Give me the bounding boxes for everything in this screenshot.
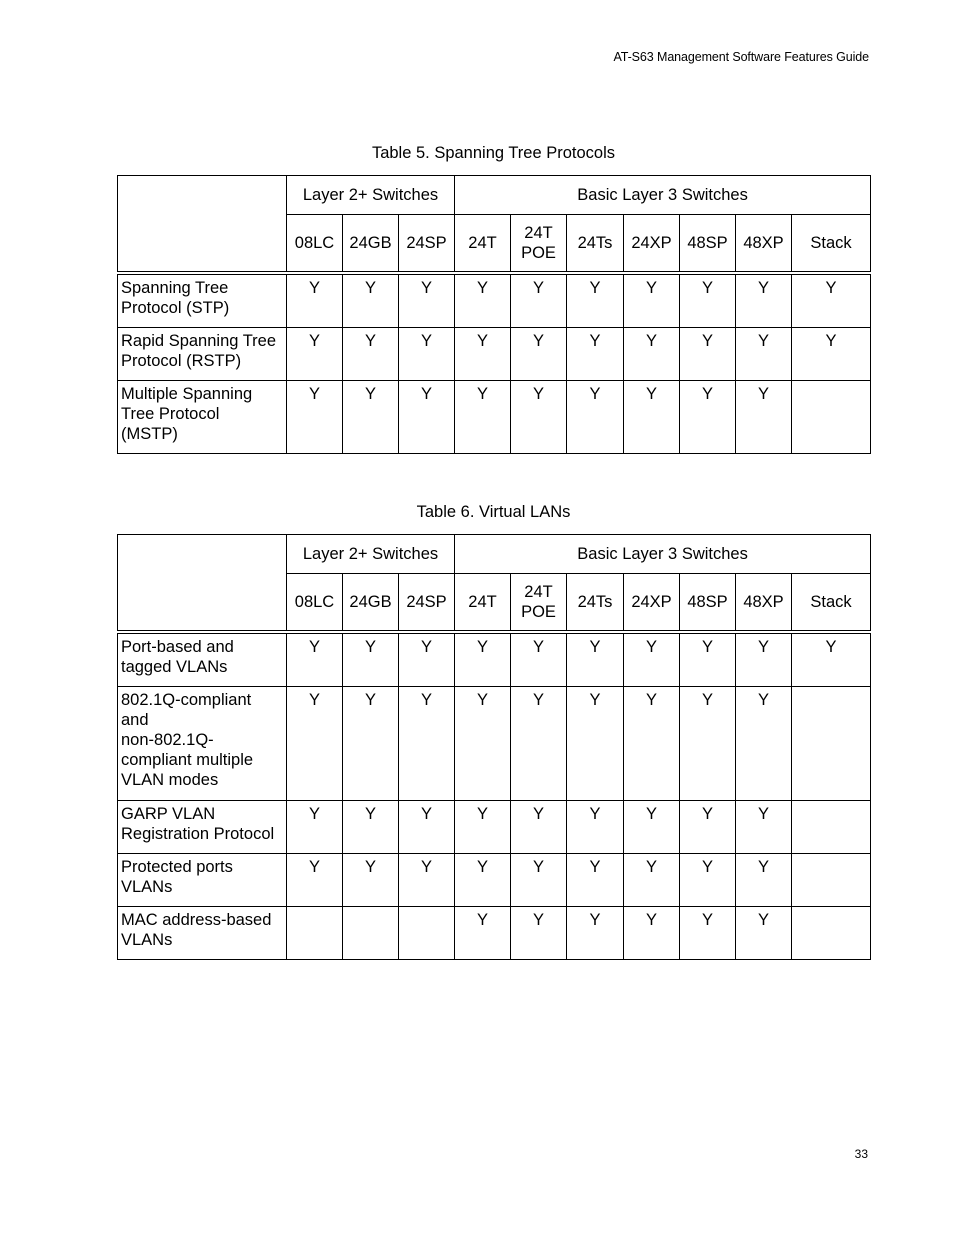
column-header-text: 24XP — [631, 593, 672, 611]
support-cell: Y — [455, 906, 511, 959]
feature-label-line: compliant multiple — [121, 750, 254, 769]
column-header — [455, 574, 511, 633]
feature-label: Port-based and tagged VLANs — [118, 632, 287, 686]
column-header — [343, 574, 399, 633]
feature-label — [118, 686, 287, 800]
feature-label: MAC address-based VLANs — [118, 906, 287, 959]
support-cell: Y — [287, 800, 343, 853]
support-cell: Y — [343, 380, 399, 453]
support-cell: Y — [567, 800, 624, 853]
support-cell: Y — [399, 632, 455, 686]
table-row — [118, 327, 871, 380]
support-cell: Y — [455, 632, 511, 686]
table6-caption: Table 6. Virtual LANs — [416, 503, 571, 521]
support-cell: Y — [455, 380, 511, 453]
support-cell: Y — [680, 800, 736, 853]
column-header — [624, 574, 680, 633]
column-header-text: Stack — [810, 234, 852, 252]
feature-label: Rapid Spanning Tree Protocol (RSTP) — [118, 327, 287, 380]
support-cell: Y — [680, 853, 736, 906]
support-cell — [792, 853, 871, 906]
column-header-text: 48XP — [743, 234, 784, 252]
running-header: AT-S63 Management Software Features Guide — [613, 50, 869, 64]
table-row — [118, 906, 871, 959]
column-header — [399, 215, 455, 274]
support-cell: Y — [511, 380, 567, 453]
support-cell: Y — [680, 327, 736, 380]
stub-cell — [118, 535, 287, 633]
column-header-text: 48XP — [743, 593, 784, 611]
column-header-text: 48SP — [687, 234, 728, 252]
table-row — [118, 686, 871, 800]
support-cell: Y — [736, 800, 792, 853]
support-cell: Y — [343, 853, 399, 906]
table-row — [118, 800, 871, 853]
support-cell: Y — [343, 327, 399, 380]
support-cell: Y — [736, 906, 792, 959]
column-header-text: 24Ts — [577, 234, 613, 252]
table5-caption: Table 5. Spanning Tree Protocols — [371, 144, 616, 162]
column-header — [680, 574, 736, 633]
column-header-text: 24T — [524, 224, 553, 242]
support-cell: Y — [792, 327, 871, 380]
support-cell — [399, 906, 455, 959]
column-header-text: POE — [521, 603, 556, 621]
support-cell: Y — [567, 906, 624, 959]
feature-label-line: non-802.1Q- — [121, 730, 214, 749]
support-cell — [343, 906, 399, 959]
support-cell: Y — [680, 686, 736, 800]
support-cell: Y — [567, 273, 624, 327]
support-cell: Y — [455, 853, 511, 906]
feature-label-line: Tree Protocol — [121, 404, 220, 423]
feature-label: GARP VLAN Registration Protocol — [118, 800, 287, 853]
support-cell: Y — [736, 327, 792, 380]
support-cell: Y — [343, 273, 399, 327]
feature-label-line: VLAN modes — [121, 770, 219, 789]
support-cell: Y — [736, 273, 792, 327]
column-header — [624, 215, 680, 274]
feature-label-line: and — [121, 710, 149, 729]
support-cell: Y — [736, 853, 792, 906]
support-cell: Y — [287, 380, 343, 453]
support-cell: Y — [567, 632, 624, 686]
support-cell: Y — [343, 800, 399, 853]
group-layer2-header: Layer 2+ Switches — [287, 535, 455, 574]
support-cell: Y — [343, 632, 399, 686]
support-cell: Y — [567, 380, 624, 453]
support-cell: Y — [399, 273, 455, 327]
column-header-text: 08LC — [294, 234, 335, 252]
column-header-text: 24GB — [349, 593, 392, 611]
support-cell: Y — [287, 273, 343, 327]
column-header — [680, 215, 736, 274]
support-cell: Y — [624, 853, 680, 906]
support-cell: Y — [624, 273, 680, 327]
support-cell: Y — [399, 853, 455, 906]
column-header — [736, 215, 792, 274]
support-cell: Y — [399, 380, 455, 453]
column-header-text: 24SP — [406, 593, 447, 611]
support-cell: Y — [455, 273, 511, 327]
support-cell: Y — [736, 686, 792, 800]
page-number: 33 — [854, 1147, 868, 1161]
feature-label-line: 802.1Q-compliant — [121, 690, 252, 709]
support-cell: Y — [455, 686, 511, 800]
support-cell — [792, 906, 871, 959]
column-header — [455, 215, 511, 274]
support-cell: Y — [624, 686, 680, 800]
support-cell: Y — [287, 686, 343, 800]
support-cell: Y — [343, 686, 399, 800]
support-cell: Y — [287, 853, 343, 906]
column-header — [287, 574, 343, 633]
table-row — [118, 273, 871, 327]
table-row — [118, 380, 871, 453]
support-cell: Y — [736, 380, 792, 453]
column-header — [736, 574, 792, 633]
column-header-text: 24SP — [406, 234, 447, 252]
support-cell — [287, 906, 343, 959]
column-header — [511, 574, 567, 633]
support-cell: Y — [399, 800, 455, 853]
support-cell: Y — [680, 273, 736, 327]
column-header — [399, 574, 455, 633]
support-cell: Y — [399, 327, 455, 380]
column-header — [567, 574, 624, 633]
column-header — [343, 215, 399, 274]
support-cell: Y — [736, 632, 792, 686]
support-cell: Y — [567, 853, 624, 906]
table-row — [118, 632, 871, 686]
column-header-text: 24T — [524, 583, 553, 601]
virtual-lans-table — [117, 534, 871, 960]
support-cell: Y — [287, 327, 343, 380]
support-cell: Y — [680, 906, 736, 959]
feature-label-line: Multiple Spanning — [121, 384, 253, 403]
column-header-text: 08LC — [294, 593, 335, 611]
column-header — [792, 215, 871, 274]
group-layer3-header: Basic Layer 3 Switches — [455, 176, 871, 215]
support-cell: Y — [792, 273, 871, 327]
group-header-row — [118, 176, 871, 215]
support-cell: Y — [455, 800, 511, 853]
support-cell: Y — [624, 380, 680, 453]
support-cell: Y — [399, 686, 455, 800]
stub-cell — [118, 176, 287, 274]
support-cell — [792, 380, 871, 453]
support-cell: Y — [792, 632, 871, 686]
support-cell: Y — [680, 380, 736, 453]
column-header-text: POE — [521, 244, 556, 262]
column-header-text: 24T — [468, 234, 497, 252]
support-cell — [792, 686, 871, 800]
support-cell: Y — [680, 632, 736, 686]
feature-label: Spanning Tree Protocol (STP) — [118, 273, 287, 327]
support-cell: Y — [624, 327, 680, 380]
column-header-text: Stack — [810, 593, 852, 611]
support-cell: Y — [511, 906, 567, 959]
support-cell — [792, 800, 871, 853]
support-cell: Y — [511, 632, 567, 686]
feature-label — [118, 380, 287, 453]
group-header-row — [118, 535, 871, 574]
table-row — [118, 853, 871, 906]
support-cell: Y — [624, 632, 680, 686]
support-cell: Y — [287, 632, 343, 686]
support-cell: Y — [511, 273, 567, 327]
column-header — [792, 574, 871, 633]
spanning-tree-table — [117, 175, 871, 454]
group-layer2-header: Layer 2+ Switches — [287, 176, 455, 215]
support-cell: Y — [511, 853, 567, 906]
column-header — [567, 215, 624, 274]
support-cell: Y — [567, 327, 624, 380]
feature-label: Protected ports VLANs — [118, 853, 287, 906]
column-header-text: 24T — [468, 593, 497, 611]
support-cell: Y — [624, 800, 680, 853]
column-header-text: 24XP — [631, 234, 672, 252]
column-header — [287, 215, 343, 274]
support-cell: Y — [511, 327, 567, 380]
column-header — [511, 215, 567, 274]
support-cell: Y — [455, 327, 511, 380]
column-header-text: 48SP — [687, 593, 728, 611]
support-cell: Y — [511, 800, 567, 853]
feature-label-line: (MSTP) — [121, 424, 178, 443]
support-cell: Y — [567, 686, 624, 800]
group-layer3-header: Basic Layer 3 Switches — [455, 535, 871, 574]
support-cell: Y — [624, 906, 680, 959]
column-header-text: 24Ts — [577, 593, 613, 611]
column-header-text: 24GB — [349, 234, 392, 252]
support-cell: Y — [511, 686, 567, 800]
